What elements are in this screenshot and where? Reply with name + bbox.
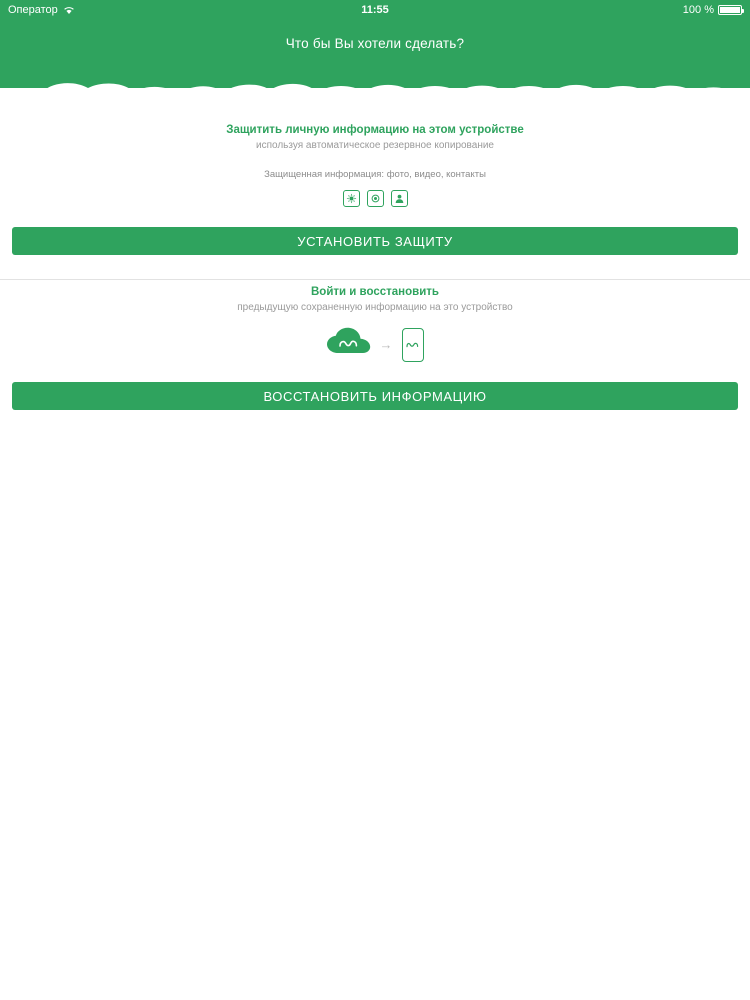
clock: 11:55 xyxy=(361,4,389,16)
cloud-icon xyxy=(327,327,371,362)
status-bar-left xyxy=(8,4,75,16)
wifi-icon xyxy=(63,5,75,15)
cloud-edge-decoration xyxy=(0,80,750,114)
restore-information-button[interactable]: ВОССТАНОВИТЬ ИНФОРМАЦИЮ xyxy=(12,382,738,410)
protect-note: Защищенная информация: фото, видео, контакты xyxy=(264,169,486,180)
video-icon xyxy=(367,190,384,207)
restore-section xyxy=(0,280,750,410)
protect-title: Защитить личную информацию на этом устройстве xyxy=(226,124,524,136)
status-bar xyxy=(0,0,750,20)
restore-title: Войти и восстановить xyxy=(311,286,439,298)
protected-data-icons xyxy=(0,190,750,207)
photo-icon xyxy=(343,190,360,207)
battery-percent-label: 100 % xyxy=(682,4,714,16)
page-title: Что бы Вы хотели сделать? xyxy=(285,36,465,51)
header xyxy=(0,20,750,88)
arrow-right-icon: → xyxy=(379,337,393,352)
phone-icon xyxy=(402,328,424,362)
setup-protection-button[interactable]: УСТАНОВИТЬ ЗАЩИТУ xyxy=(12,227,738,255)
protect-subtitle: используя автоматическое резервное копирование xyxy=(255,140,494,151)
restore-graphic xyxy=(0,327,750,362)
main-content xyxy=(0,88,750,410)
carrier-label: Оператор xyxy=(8,4,58,16)
contacts-icon xyxy=(391,190,408,207)
protect-section xyxy=(0,118,750,255)
status-bar-right xyxy=(683,4,742,16)
battery-full-icon xyxy=(718,5,742,15)
restore-subtitle: предыдущую сохраненную информацию на это устройство xyxy=(237,302,513,313)
